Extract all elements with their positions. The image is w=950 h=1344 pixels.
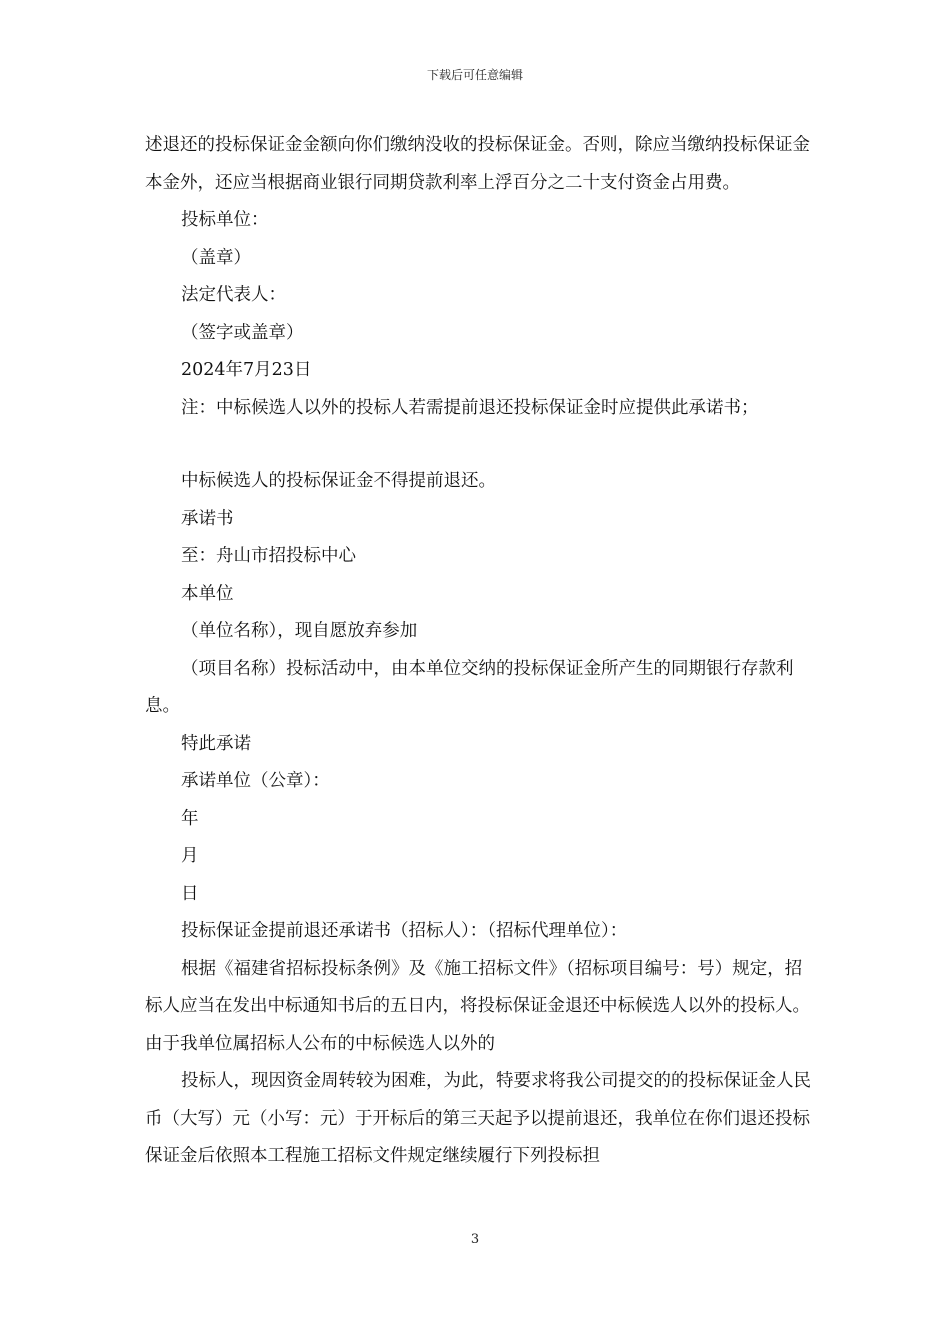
paragraph-gap — [145, 427, 817, 463]
paragraph: 承诺书 — [181, 508, 234, 529]
paragraph: 特此承诺 — [181, 733, 251, 754]
page-header: 下载后可任意编辑 — [426, 68, 523, 82]
paragraph: （项目名称）投标活动中，由本单位交纳的投标保证金所产生的同期银行存款利息。 — [145, 658, 794, 716]
paragraph: 注：中标候选人以外的投标人若需提前退还投标保证金时应提供此承诺书； — [181, 397, 759, 418]
paragraph: 承诺单位（公章）： — [181, 771, 330, 791]
paragraph: 至：舟山市招投标中心 — [181, 546, 356, 566]
paragraph: 2024年7月23日 — [181, 360, 312, 380]
document-body — [145, 127, 817, 1176]
page-number: 3 — [470, 1232, 480, 1247]
paragraph: 根据《福建省招标投标条例》及《施工招标文件》（招标项目编号：号）规定，招标人应当在发出中标通知书后的五日内，将投标保证金退还中标候选人以外的投标人。由于我单位属招标人公布的中标候选人以外的 — [145, 958, 810, 1054]
paragraph: 月 — [181, 846, 199, 866]
paragraph: 中标候选人的投标保证金不得提前退还。 — [181, 471, 496, 491]
paragraph: 年 — [181, 808, 199, 829]
paragraph: （单位名称），现自愿放弃参加 — [181, 621, 418, 641]
paragraph: 投标人，现因资金周转较为困难，为此，特要求将我公司提交的的投标保证金人民币（大写）元（小写：元）于开标后的第三天起予以提前退还，我单位在你们退还投标保证金后依照本工程施工招标文件规定继续履行下列投标担 — [145, 1071, 811, 1166]
paragraph: 日 — [181, 883, 199, 904]
paragraph: 法定代表人： — [181, 285, 286, 305]
paragraph: 本单位 — [181, 583, 234, 604]
paragraph: 投标单位： — [181, 210, 269, 230]
paragraph: 述退还的投标保证金金额向你们缴纳没收的投标保证金。否则，除应当缴纳投标保证金本金外，还应当根据商业银行同期贷款利率上浮百分之二十支付资金占用费。 — [145, 135, 810, 193]
paragraph: （盖章） — [181, 247, 251, 268]
paragraph: （签字或盖章） — [181, 322, 304, 343]
paragraph: 投标保证金提前退还承诺书（招标人）：（招标代理单位）： — [181, 921, 628, 941]
